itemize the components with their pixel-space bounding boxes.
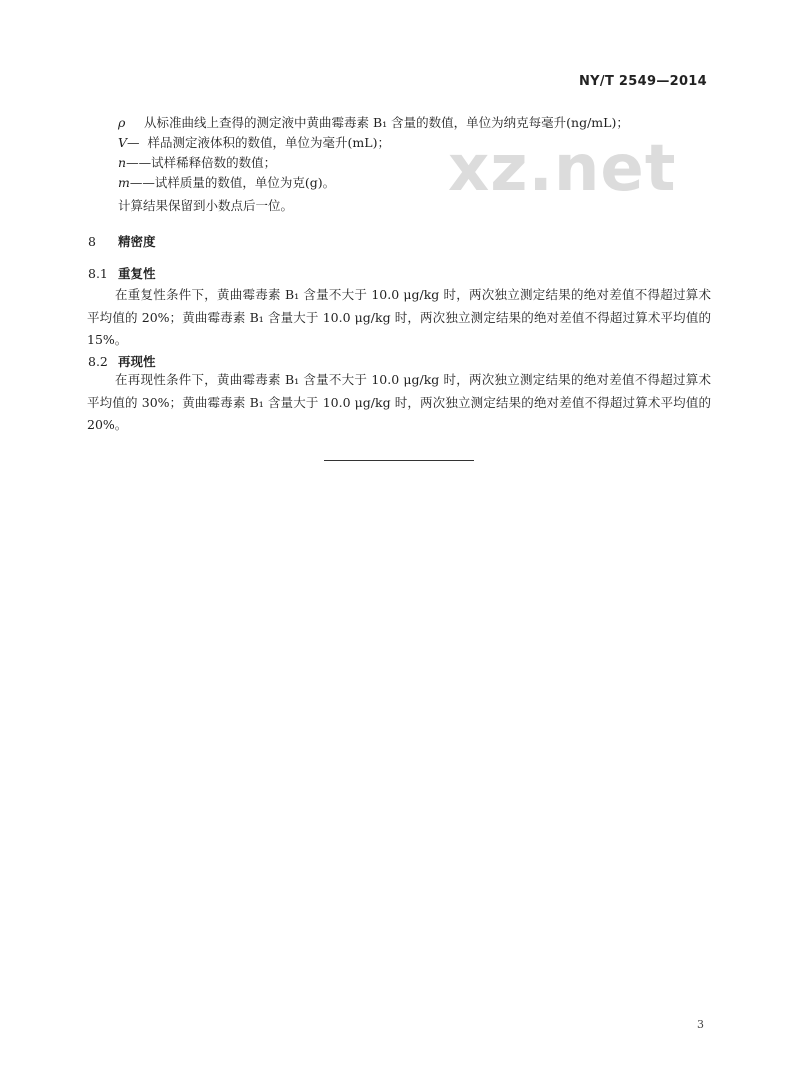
page-number: 3 — [697, 1018, 704, 1031]
definition-connector: —— — [129, 175, 155, 190]
definition-rho — [118, 113, 629, 133]
watermark: xz.net — [448, 132, 677, 206]
section-8-heading — [88, 232, 156, 250]
definition-text: 试样质量的数值，单位为克(g)。 — [154, 175, 336, 190]
standard-code: NY/T 2549—2014 — [579, 74, 707, 89]
section-8-2-heading — [88, 352, 156, 370]
definition-v — [118, 133, 390, 153]
rounding-note: 计算结果保留到小数点后一位。 — [118, 198, 294, 213]
section-number: 8.2 — [88, 354, 108, 369]
section-title: 重复性 — [118, 266, 156, 281]
definition-connector: — — [127, 135, 140, 150]
section-8-2-paragraph: 在再现性条件下，黄曲霉毒素 B₁ 含量不大于 10.0 μg/kg 时，两次独立测定结果的绝对差值不得超过算术平均值的 30%；黄曲霉毒素 B₁ 含量大于 10.0 μg/kg 时，两次独立测定结果的绝对差值不得超过算术平均值的 20%。 — [87, 372, 711, 432]
section-title: 再现性 — [118, 354, 156, 369]
definition-connector: —— — [126, 155, 152, 170]
definition-symbol: m — [118, 175, 130, 190]
definition-n — [118, 153, 276, 173]
definition-symbol: V — [118, 135, 128, 150]
definition-symbol: n — [118, 155, 127, 170]
definition-text: 从标准曲线上查得的测定液中黄曲霉毒素 B₁ 含量的数值，单位为纳克每毫升(ng/mL)； — [144, 115, 629, 130]
section-8-1-heading — [88, 264, 156, 282]
definition-symbol: ρ — [118, 115, 126, 130]
section-title: 精密度 — [118, 234, 156, 249]
definition-text: 样品测定液体积的数值，单位为毫升(mL)； — [147, 135, 390, 150]
section-number: 8.1 — [88, 266, 108, 281]
end-of-document-rule — [324, 460, 474, 461]
section-8-1-paragraph: 在重复性条件下，黄曲霉毒素 B₁ 含量不大于 10.0 μg/kg 时，两次独立测定结果的绝对差值不得超过算术平均值的 20%；黄曲霉毒素 B₁ 含量大于 10.0 μg/kg 时，两次独立测定结果的绝对差值不得超过算术平均值的 15%。 — [87, 287, 711, 347]
definition-m — [118, 173, 335, 193]
definition-text: 试样稀释倍数的数值； — [151, 155, 277, 170]
section-number: 8 — [88, 234, 96, 249]
